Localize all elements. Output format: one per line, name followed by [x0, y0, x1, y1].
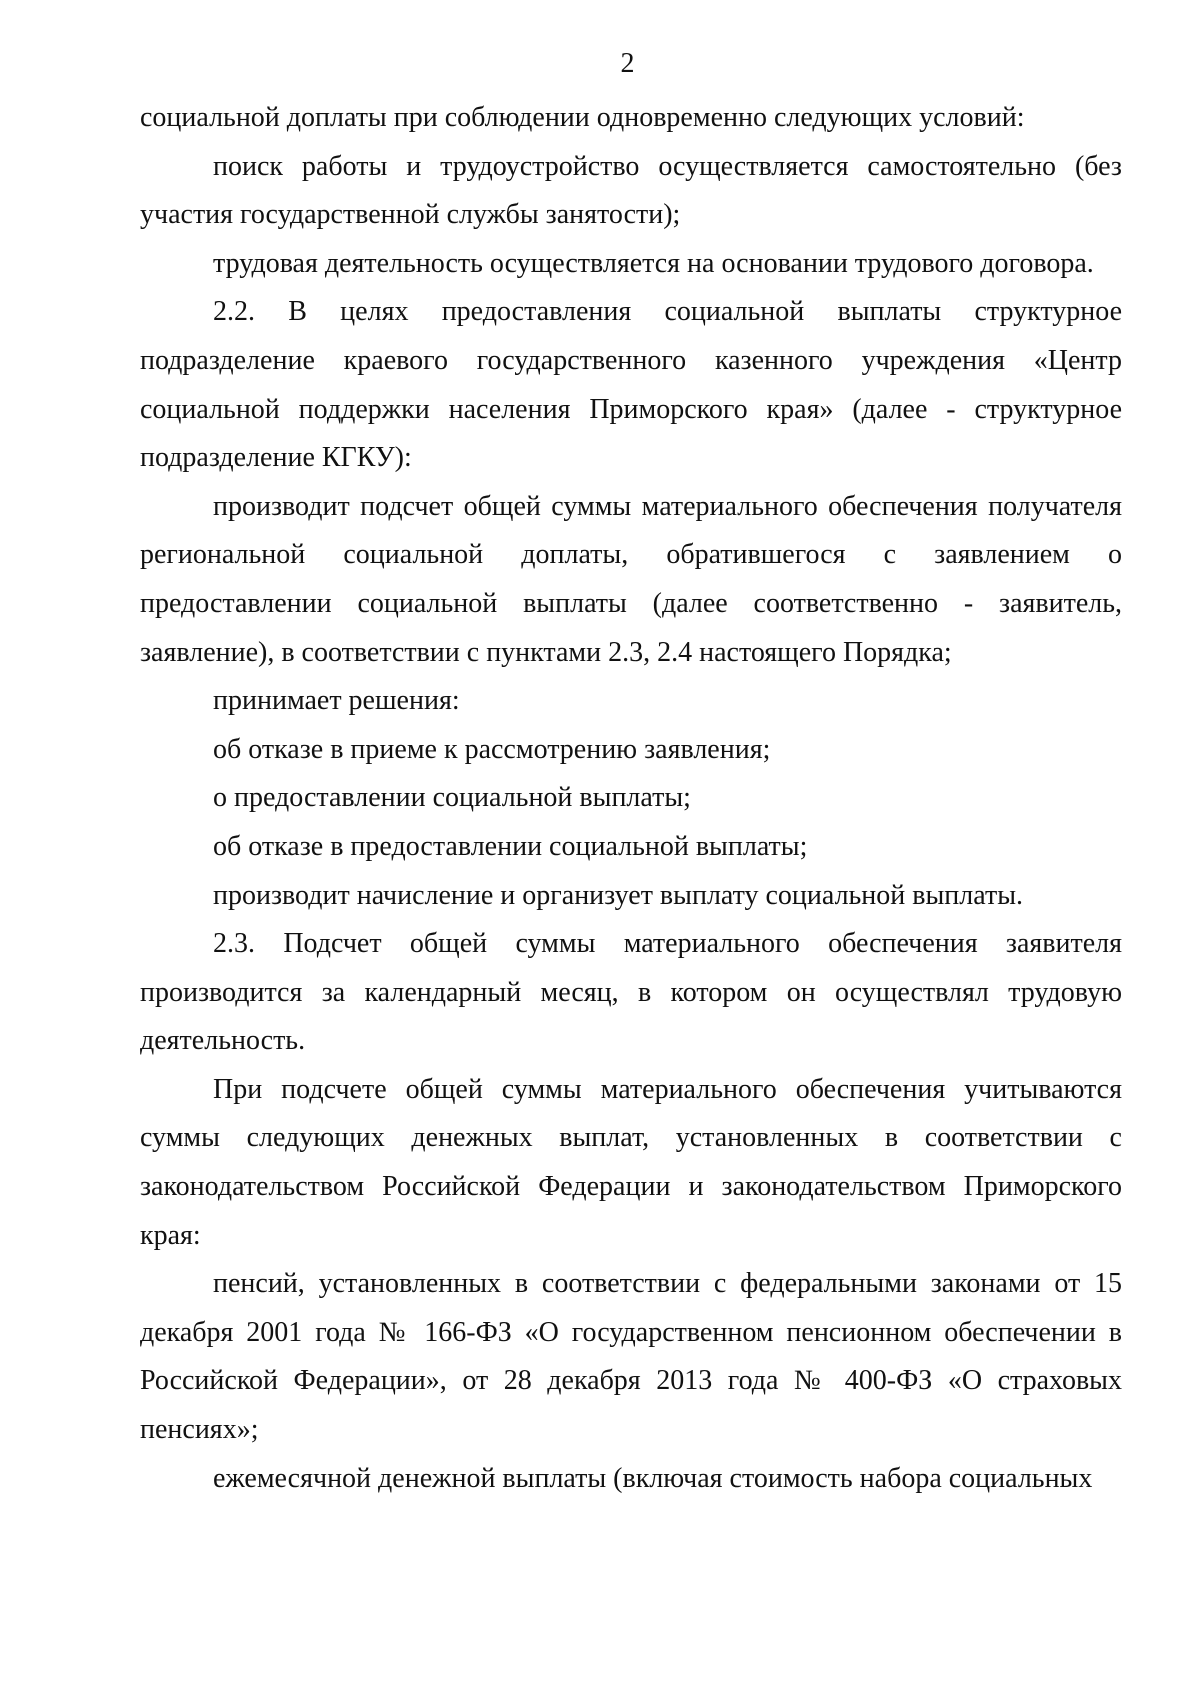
paragraph-2-2: 2.2. В целях предоставления социальной выплаты структурное подразделение краевого государственного казенного учреждения «Центр социальной поддержки населения Приморского края» (далее - структурное подразделение КГКУ): — [140, 296, 1122, 474]
paragraph-condition-job-search: поиск работы и трудоустройство осуществляется самостоятельно (без участия государственной службы занятости); — [140, 150, 1122, 231]
paragraph-calculates-total: производит подсчет общей суммы материального обеспечения получателя региональной социальной доплаты, обратившегося с заявлением о предоставлении социальной выплаты (далее соответственно - заявитель, заявление), в соответствии с пунктами 2.3, 2.4 настоящего Порядка; — [140, 490, 1122, 668]
paragraph-2-3: 2.3. Подсчет общей суммы материального обеспечения заявителя производится за календарный месяц, в котором он осуществлял трудовую деятельность. — [140, 928, 1122, 1057]
paragraph-refusal-payment: об отказе в предоставлении социальной выплаты; — [213, 830, 808, 862]
paragraph-condition-labor-contract: трудовая деятельность осуществляется на основании трудового договора. — [213, 247, 1094, 279]
paragraph-pensions: пенсий, установленных в соответствии с федеральными законами от 15 декабря 2001 года № 166-ФЗ «О государственном пенсионном обеспечении в Российской Федерации», от 28 декабря 2013 года № 400-ФЗ «О страховых пенсиях»; — [140, 1268, 1122, 1446]
paragraph-monthly-payment: ежемесячной денежной выплаты (включая стоимость набора социальных — [213, 1462, 1093, 1494]
page-number: 2 — [620, 48, 635, 79]
paragraph-continuation: социальной доплаты при соблюдении одновременно следующих условий: — [140, 102, 1025, 133]
paragraph-accrual-payment: производит начисление и организует выплату социальной выплаты. — [213, 879, 1024, 911]
document-body — [140, 94, 1122, 1503]
paragraph-makes-decisions: принимает решения: — [213, 685, 460, 717]
paragraph-refusal-acceptance: об отказе в приеме к рассмотрению заявления; — [213, 733, 771, 765]
paragraph-granting-payment: о предоставлении социальной выплаты; — [213, 782, 691, 814]
paragraph-included-payments: При подсчете общей суммы материального обеспечения учитываются суммы следующих денежных выплат, установленных в соответствии с законодательством Российской Федерации и законодательством Приморского края: — [140, 1073, 1122, 1251]
